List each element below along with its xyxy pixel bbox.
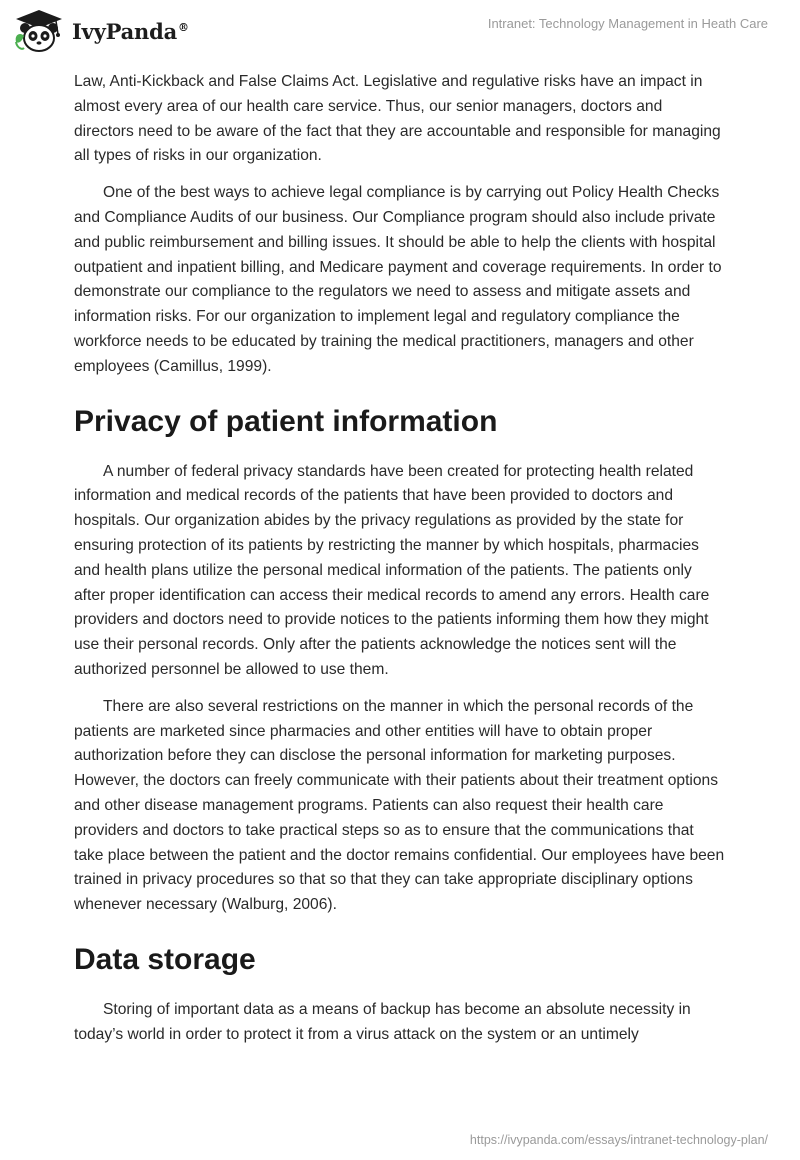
source-url[interactable]: https://ivypanda.com/essays/intranet-technology-plan/ xyxy=(469,1133,768,1147)
essay-content xyxy=(74,70,726,1060)
registered-mark: ® xyxy=(178,20,189,34)
paragraph: A number of federal privacy standards have been created for protecting health related information and medical records of the patients that have been provided to doctors and hospitals. Our organization abides by the privacy regulations as provided by the state for ensuring protection of its patients by restricting the manner by which hospitals, pharmacies and health plans utilize the personal medical information of the patients. The patients only after proper identification can access their medical records to amend any errors. Health care providers and doctors need to provide notices to the patients informing them how they might use their personal records. Only after the patients acknowledge the notices sent will the authorized personnel be allowed to use them. xyxy=(74,462,710,678)
paragraph: There are also several restrictions on the manner in which the personal records of the patients are marketed since pharmacies and other entities will have to obtain proper authorization before they can disclose the personal information for marketing purposes. However, the doctors can freely communicate with their patients about their treatment options and other disease management programs. Patients can also request their health care providers and doctors to take practical steps so as to ensure that the communications that take place between the patient and the doctor remains confidential. Our employees have been trained in privacy procedures so that so that they can take appropriate disciplinary options whenever necessary (Walburg, 2006). xyxy=(74,697,725,914)
page-header xyxy=(0,0,800,64)
section-heading: Data storage xyxy=(74,942,256,976)
paragraph: Law, Anti-Kickback and False Claims Act. Legislative and regulative risks have an impact in almost every area of our health care service. Thus, our senior managers, doctors and directors need to be aware of the fact that they are accountable and responsible for managing all types of risks in our organization. xyxy=(74,73,721,165)
ivypanda-logo[interactable] xyxy=(12,8,189,54)
document-title: Intranet: Technology Management in Heath Care xyxy=(487,16,768,31)
panda-graduate-icon xyxy=(12,8,66,54)
section-heading: Privacy of patient information xyxy=(74,404,498,438)
paragraph: Storing of important data as a means of backup has become an absolute necessity in today’s world in order to protect it from a virus attack on the system or an untimely xyxy=(74,1000,691,1043)
brand-name: IvyPanda® xyxy=(72,18,189,44)
paragraph: One of the best ways to achieve legal compliance is by carrying out Policy Health Checks and Compliance Audits of our business. Our Compliance program should also include private and public reimbursement and billing issues. It should be able to help the clients with hospital outpatient and inpatient billing, and Medicare payment and coverage requirements. In order to demonstrate our compliance to the regulators we need to assess and mitigate assets and information risks. For our organization to implement legal and regulatory compliance the workforce needs to be educated by training the medical practitioners, managers and other employees (Camillus, 1999). xyxy=(74,184,722,375)
